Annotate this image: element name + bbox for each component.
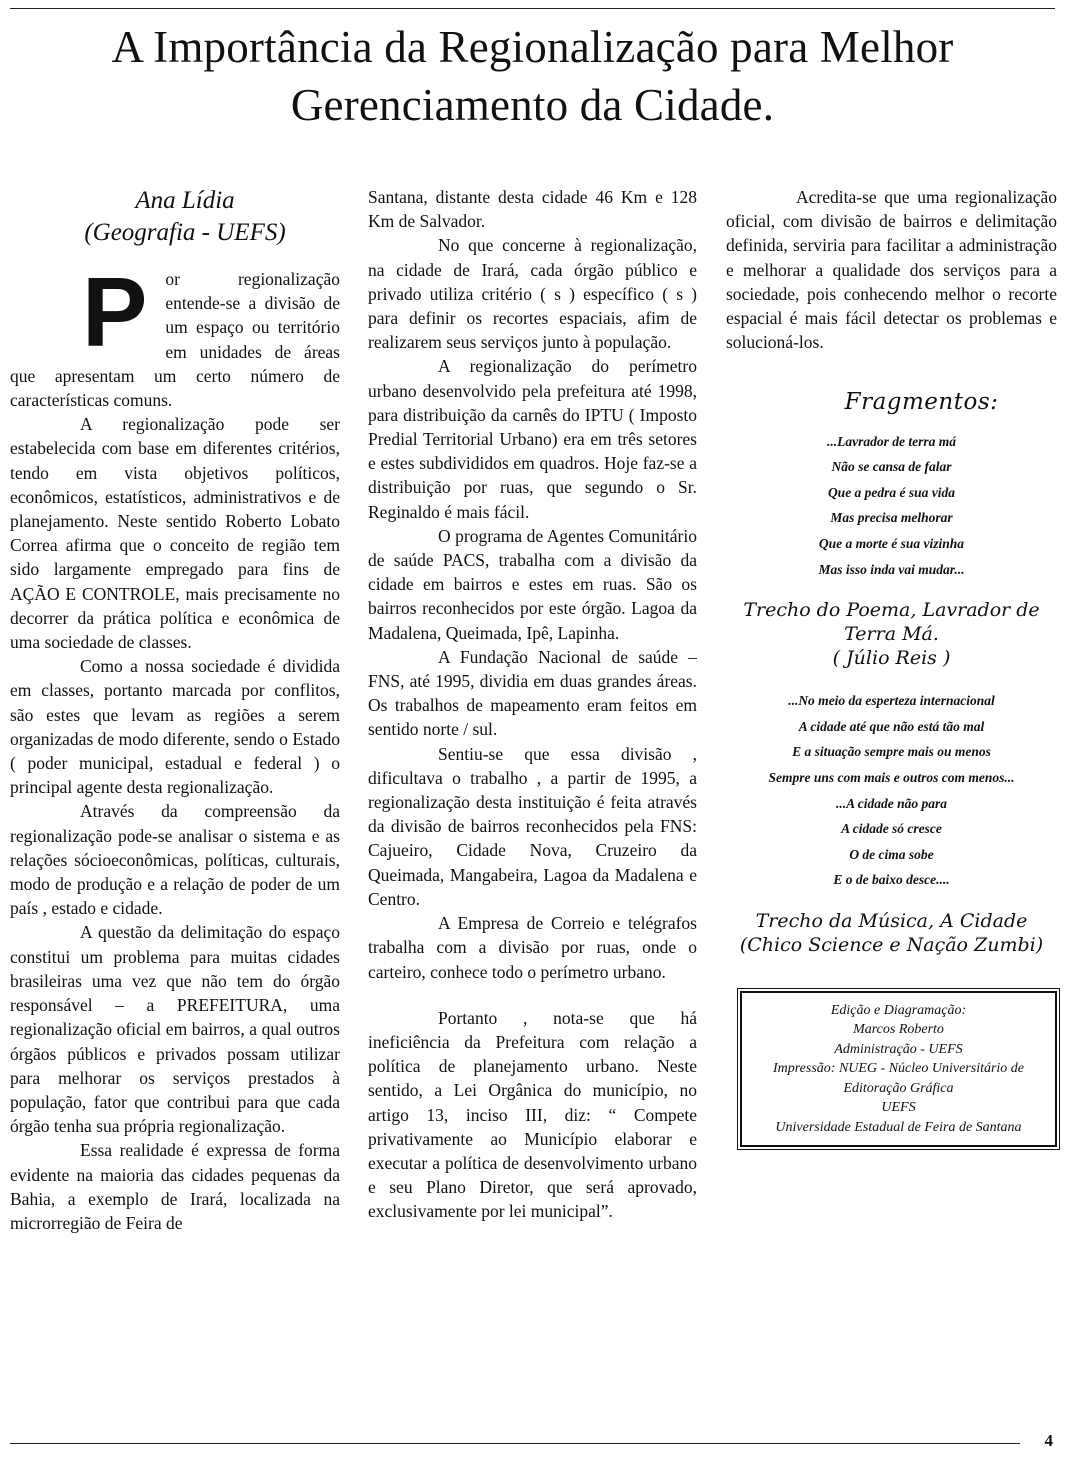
paragraph: Sentiu-se que essa divisão , dificultava o trabalho , a partir de 1995, a regionalização desta instituição é feita através da divisão de bairros reconhecidos pela FNS: Cajueiro, Cidade Nova, Cruzeiro da Queimada, Mangabeira, Lagoa da Madalena e Centro. (368, 743, 697, 909)
paragraph: No que concerne à regionalização, na cidade de Irará, cada órgão público e privado utiliza critério ( s ) específico ( s ) para definir os recortes espaciais, afim de realizarem seus serviços junto à população. (368, 235, 697, 353)
title-line-2: Gerenciamento da Cidade. (290, 80, 775, 130)
paragraph (10, 257, 340, 412)
editorial-line: Impressão: NUEG - Núcleo Universitário de (772, 1061, 1025, 1077)
paragraph: A regionalização do perímetro urbano desenvolvido pela prefeitura até 1998, para distribuição da carnês do IPTU ( Imposto Predial Territorial Urbano) era em três setores e estes subdivididos em quadros. Hoje faz-se a distribuição por ruas, que segundo o Sr. Reginaldo é mais fácil. (368, 356, 697, 522)
poem-line: ...A cidade não para (835, 795, 947, 811)
paragraph: A regionalização pode ser estabelecida com base em diferentes critérios, tendo em vista objetivos políticos, econômicos, estatísticos, administrativos e de planejamento. Neste sentido Roberto Lobato Correa afirma que o conceito de região tem sido largamente empregado para fins de AÇÃO E CONTROLE, mais precisamente no decorrer da prática política e econômica de uma sociedade de classes. (10, 414, 340, 653)
paragraph: A Empresa de Correio e telégrafos trabalha com a divisão por ruas, onde o carteiro, conhece todo o perímetro urbano. (368, 913, 697, 982)
editorial-line: Edição e Diagramação: (830, 1002, 967, 1018)
poem-excerpt-1 (726, 429, 1057, 583)
poem-line: E a situação sempre mais ou menos (792, 744, 991, 760)
paragraph-text: or regionalização entende-se a divisão de um espaço ou território em unidades de áreas que apresentam um certo número de características comuns. (10, 269, 340, 411)
poem-line: E o de baixo desce.... (833, 872, 950, 888)
poem-line: Que a pedra é sua vida (827, 484, 956, 500)
paragraph: Como a nossa sociedade é dividida em classes, portanto marcada por conflitos, são estes que levam as regiões a serem organizadas de modo diferente, sendo o Estado ( poder municipal, estadual e federal ) o principal agente desta regionalização. (10, 656, 340, 798)
editorial-line: Administração - UEFS (834, 1041, 963, 1057)
credit-line: ( Júlio Reis ) (832, 647, 951, 670)
poem-line: A cidade até que não está tão mal (798, 718, 985, 734)
paragraph: A Fundação Nacional de saúde – FNS, até 1995, dividia em duas grandes áreas. Os trabalhos de mapeamento eram feitos em sentido norte / sul. (368, 646, 697, 740)
top-rule (10, 8, 1055, 9)
paragraph: Portanto , nota-se que há ineficiência da Prefeitura com relação a política de planejamento urbano. Neste sentido, a Lei Orgânica do município, no artigo 13, inciso III, diz: “ Compete privativamente ao Município elaborar e executar a política de desenvolvimento urbano e seu Plano Diretor, que será aprovado, exclusivamente por lei municipal”. (368, 1007, 697, 1222)
poem-line: O de cima sobe (849, 846, 934, 862)
poem-line: Mas isso inda vai mudar... (818, 561, 965, 577)
column-1 (10, 185, 340, 1235)
poem-line: Que a morte é sua vizinha (818, 536, 965, 551)
fragments-title: Fragmentos: (844, 389, 999, 416)
poem-credit (726, 598, 1057, 670)
song-credit (726, 909, 1057, 957)
poem-line: Sempre uns com mais e outros com menos... (768, 769, 1015, 785)
editorial-line: Universidade Estadual de Feira de Santana (775, 1119, 1022, 1135)
bottom-rule (10, 1443, 1020, 1444)
poem-line: Mas precisa melhorar (830, 510, 953, 526)
author-name: Ana Lídia (135, 187, 235, 214)
song-excerpt (726, 688, 1057, 893)
title-line-1: A Importância da Regionalização para Melhor (111, 22, 954, 72)
paragraph: A questão da delimitação do espaço constitui um problema para muitas cidades brasileiras uma vez que não tem do órgão responsável – a PREFEITURA, uma regionalização oficial em bairros, a qual outros órgãos públicos e privados possam utilizar para melhorar os serviços prestados à população, fator que contribui para que cada órgão tenha sua própria regionalização. (10, 922, 340, 1137)
credit-line: Terra Má. (844, 623, 939, 646)
poem-line: ...No meio da esperteza internacional (788, 693, 995, 709)
credit-line: Trecho do Poema, Lavrador de (743, 599, 1040, 622)
editorial-line: UEFS (881, 1100, 916, 1116)
credit-line: Trecho da Música, A Cidade (755, 909, 1028, 932)
editorial-line: Editoração Gráfica (843, 1080, 954, 1096)
article-title (0, 18, 1065, 134)
poem-line: Não se cansa de falar (831, 459, 952, 475)
drop-cap: P (82, 257, 148, 367)
column-2 (368, 185, 697, 1224)
paragraph: Acredita-se que uma regionalização oficial, com divisão de bairros e delimitação definida, serviria para facilitar a administração e melhorar a qualidade dos serviços para a sociedade, pois conhecendo melhor o recorte espacial é mais fácil detectar os problemas e solucioná-los. (726, 187, 1057, 353)
poem-line: A cidade só cresce (841, 821, 942, 837)
paragraph: Através da compreensão da regionalização pode-se analisar o sistema e as relações sócioeconômicas, políticas, culturais, modo de produção e a relação de poder de um país , estado e cidade. (10, 801, 340, 919)
poem-line: ...Lavrador de terra má (827, 433, 956, 449)
author-affiliation: (Geografia - UEFS) (84, 219, 286, 246)
editorial-line: Marcos Roberto (853, 1022, 944, 1038)
byline (10, 185, 340, 249)
paragraph: Santana, distante desta cidade 46 Km e 128 Km de Salvador. (368, 187, 697, 232)
page-number: 4 (1044, 1431, 1053, 1450)
editorial-box (740, 991, 1057, 1148)
column-3 (726, 185, 1057, 1147)
paragraph: O programa de Agentes Comunitário de saúde PACS, trabalha com a divisão da cidade em bairros e estes em ruas. São os bairros reconhecidos por este órgão. Lagoa da Madalena, Queimada, Ipê, Lapinha. (368, 525, 697, 643)
credit-line: (Chico Science e Nação Zumbi) (739, 933, 1044, 956)
paragraph: Essa realidade é expressa de forma evidente na maioria das cidades pequenas da Bahia, a exemplo de Irará, localizada na microrregião de Feira de (10, 1140, 340, 1233)
